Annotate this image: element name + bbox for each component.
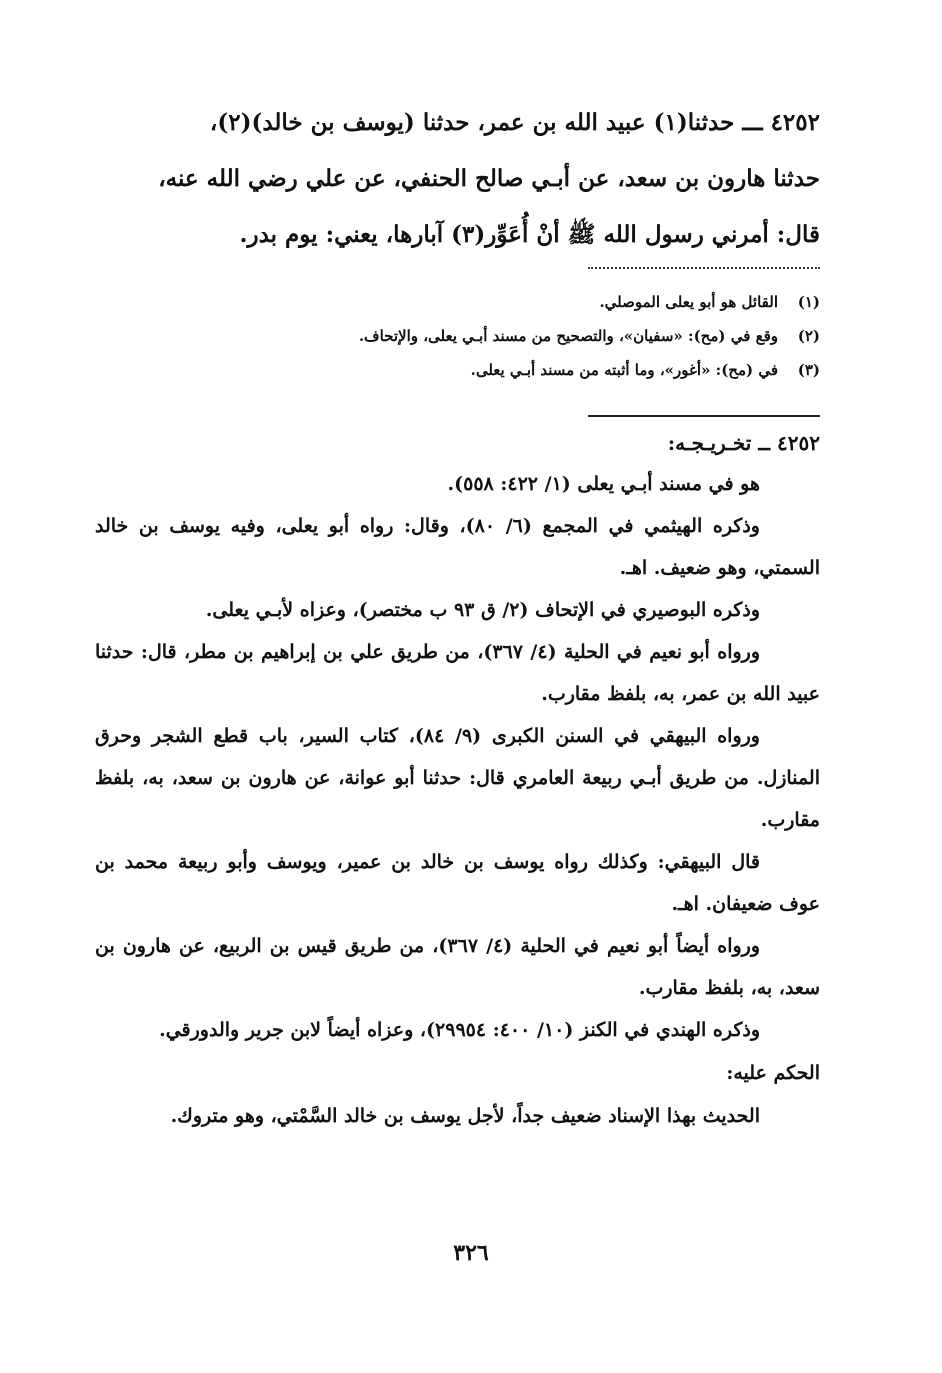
takhrij-body [95,463,820,1051]
section-rule [588,415,820,417]
footnote-number: (٣) [797,361,820,379]
takhrij-paragraph: وذكره البوصيري في الإتحاف (٢/ ق ٩٣ ب مختصر)، وعزاه لأبـي يعلى. [205,599,760,621]
footnote [95,353,820,387]
takhrij-paragraph: قال البيهقي: وكذلك رواه يوسف بن خالد بن عمير، ويوسف وأبو ربيعة محمد بن عوف ضعيفان. اهـ. [95,851,820,915]
takhrij-paragraph: ورواه أبو نعيم في الحلية (٤/ ٣٦٧)، من طريق علي بن إبراهيم بن مطر، قال: حدثنا عبيد الله بن عمر، به، بلفظ مقارب. [95,641,820,705]
takhrij-paragraph: هو في مسند أبـي يعلى (١/ ٤٢٢: ٥٥٨). [447,473,760,495]
takhrij-title: ٤٢٥٢ ــ تخـريـجـه: [667,431,820,455]
footnote-number: (١) [797,293,820,311]
takhrij-paragraph: وذكره الهندي في الكنز (١٠/ ٤٠٠: ٢٩٩٥٤)، وعزاه أيضاً لابن جرير والدورقي. [159,1019,760,1041]
page-content [95,95,820,1137]
takhrij-paragraph: وذكره الهيثمي في المجمع (٦/ ٨٠)، وقال: رواه أبو يعلى، وفيه يوسف بن خالد السمتي، وهو ضعيف. اهـ. [95,515,820,579]
hadith-line: حدثنا هارون بن سعد، عن أبـي صالح الحنفي، عن علي رضي الله عنه، [158,165,820,192]
hadith-line: قال: أمرني رسول الله ﷺ أنْ أُعَوِّر(٣) آبارها، يعني: يوم بدر. [239,221,820,248]
takhrij-paragraph: ورواه البيهقي في السنن الكبرى (٩/ ٨٤)، كتاب السير، باب قطع الشجر وحرق المنازل. من طريق أبـي ربيعة العامري قال: حدثنا أبو عوانة، عن هارون بن سعد، به، بلفظ مقارب. [95,725,820,831]
footnote-text: وقع في (مح): «سفيان»، والتصحيح من مسند أبـي يعلى، والإتحاف. [358,327,778,345]
hadith-line: ٤٢٥٢ ـــ حدثنا(١) عبيد الله بن عمر، حدثنا (يوسف بن خالد)(٢)، [209,109,820,136]
hukm-title: الحكم عليه: [726,1062,820,1084]
footnote [95,319,820,353]
page-number: ٣٢٦ [453,1240,489,1266]
footnote [95,285,820,319]
takhrij-paragraph: ورواه أيضاً أبو نعيم في الحلية (٤/ ٣٦٧)، من طريق قيس بن الربيع، عن هارون بن سعد، به، بلفظ مقارب. [95,935,820,999]
footnote-text: القائل هو أبو يعلى الموصلي. [599,293,778,311]
footnote-separator [588,267,820,269]
hadith-text [95,95,820,263]
footnote-text: في (مح): «أغور»، وما أثبته من مسند أبـي يعلى. [470,361,778,379]
footnotes [95,285,820,387]
hukm-text: الحديث بهذا الإسناد ضعيف جداً، لأجل يوسف بن خالد السَّمْتي، وهو متروك. [170,1105,760,1127]
footnote-number: (٢) [797,327,820,345]
